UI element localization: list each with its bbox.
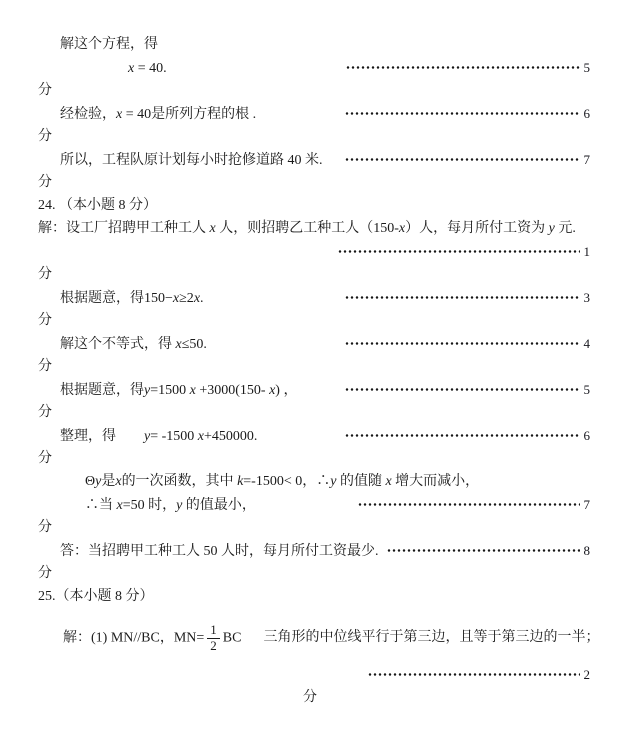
score-number: 3 [583,290,590,305]
solution-scored-line [38,102,590,125]
text-run: 经检验， [60,107,116,122]
score-unit-line [38,447,590,470]
score-number: 7 [583,497,590,512]
line-text [38,217,576,240]
score-unit: 分 [38,566,52,581]
score-number: 8 [583,543,590,558]
line-text [60,33,158,56]
text-run: 答：当招聘甲工种工人 50 人时，每月所付工资最少. [60,544,379,559]
line-text [60,333,337,356]
line-text [60,287,337,310]
score-unit: 分 [38,405,52,420]
math-var: x [115,474,122,489]
text-run: =50 时， [122,498,177,513]
score-unit-line [38,125,590,148]
because-symbol: Θ [85,474,96,489]
dot-leader [338,248,580,255]
text-run: 根据题意，得150− [60,291,173,306]
line-text [60,103,337,126]
text-run: = 40是所列方程的根 . [122,107,257,122]
text-run: . [200,291,204,306]
score-unit-line [38,516,590,539]
score-unit-line [38,263,590,286]
line-text [85,470,479,493]
text-run: ）人，每月所付工资为 [405,221,549,236]
line-text [60,425,337,448]
score-unit: 分 [38,313,52,328]
fraction-denominator: 2 [210,637,217,653]
conclusion-scored-line [38,493,590,516]
reasoning-line [38,470,590,493]
solution-text-line [38,217,590,240]
fraction-one-half [207,623,220,654]
math-var: y [548,221,555,236]
math-var: x [385,474,392,489]
math-var: k [237,474,244,489]
equation-scored-line [38,56,590,79]
line-text [85,494,350,517]
score-unit-line [38,401,590,424]
text-run: BC [222,630,242,646]
score-number: 6 [583,428,590,443]
therefore-symbol: ∴当 [85,498,117,513]
dot-leader [358,501,580,508]
math-var: x [172,291,180,306]
dot-leader [346,64,580,71]
text-run: +3000(150- [195,383,270,398]
text-run: 三角形的中位线平行于第三边，且等于第三边的一半； [263,630,600,646]
leader-only-scored-line [38,240,590,263]
text-run: 整理，得 [60,429,144,444]
score-number: 5 [583,60,590,75]
dot-leader [345,110,580,117]
dot-leader [345,340,580,347]
score-unit-line [38,686,590,709]
question-label: 25.（本小题 8 分） [38,589,154,604]
score-number: 7 [583,152,590,167]
solution-text-line [38,33,590,56]
line-text [60,379,337,402]
dot-leader [345,386,580,393]
score-number: 5 [583,382,590,397]
dot-leader [345,156,580,163]
line-text [42,600,599,677]
line-text [128,57,338,80]
score-number: 4 [583,336,590,351]
line-text [60,540,379,563]
math-var: y [330,474,337,489]
text-run: 的值最小， [182,498,256,513]
text-run: =1500 [150,383,190,398]
math-var: y [144,429,151,444]
math-var: x [209,221,216,236]
score-number: 2 [583,667,590,682]
text-run: = 40. [134,61,167,76]
score-number: 6 [583,106,590,121]
question-24-heading [38,194,590,217]
score-unit-line [38,79,590,102]
math-var: x [128,61,135,76]
math-var: x [193,291,201,306]
solution-fraction-line [38,613,600,663]
text-run: 解这个方程，得 [60,37,158,52]
text-run: 人，则招聘乙工种工人（150- [215,221,399,236]
text-run: 所以，工程队原计划每小时抢修道路 40 米. [60,153,323,168]
text-run: 解：设工厂招聘甲工种工人 [38,221,210,236]
text-run: ) ， [275,383,298,398]
text-run: 的值随 [336,474,386,489]
math-var: y [144,383,151,398]
dot-leader [345,432,580,439]
solution-scored-line [38,148,590,171]
text-run: 解：(1) MN//BC，MN= [63,630,205,646]
score-unit: 分 [38,520,52,535]
text-run: =-1500< 0，∴ [243,474,331,489]
fraction-numerator: 1 [207,623,220,639]
score-unit: 分 [38,83,52,98]
text-run: = -1500 [150,429,198,444]
dot-leader [387,547,580,554]
score-unit: 分 [38,175,52,190]
math-var: x [116,498,123,513]
text-run: 是 [101,474,116,489]
line-text [60,149,337,172]
score-unit: 分 [38,129,52,144]
score-number: 1 [583,244,590,259]
math-var: x [189,383,196,398]
solution-scored-line [38,378,590,401]
text-run: +450000. [204,429,258,444]
solution-scored-line [38,332,590,355]
answer-scored-line [38,539,590,562]
text-run: 的一次函数，其中 [121,474,238,489]
score-unit: 分 [38,359,52,374]
solution-scored-line [38,286,590,309]
question-label: 24. （本小题 8 分） [38,198,157,213]
math-var: x [175,337,182,352]
score-unit-line [38,171,590,194]
text-run: 解这个不等式，得 [60,337,176,352]
math-var: x [116,107,123,122]
solution-scored-line [38,424,590,447]
score-unit-line [38,309,590,332]
score-unit-line [38,355,590,378]
score-unit-line [38,562,590,585]
math-var: x [197,429,204,444]
dot-leader [368,671,580,678]
score-unit: 分 [38,267,52,282]
score-unit: 分 [303,690,317,705]
text-run: 元. [554,221,576,236]
math-var: x [398,221,406,236]
text-run: ≤50. [181,337,207,352]
math-var: y [95,474,102,489]
dot-leader [345,294,580,301]
math-var: x [269,383,276,398]
math-var: y [176,498,183,513]
text-run: 根据题意，得 [60,383,144,398]
score-unit: 分 [38,451,52,466]
text-run: ≥2 [179,291,194,306]
text-run: 增大而减小， [391,474,480,489]
